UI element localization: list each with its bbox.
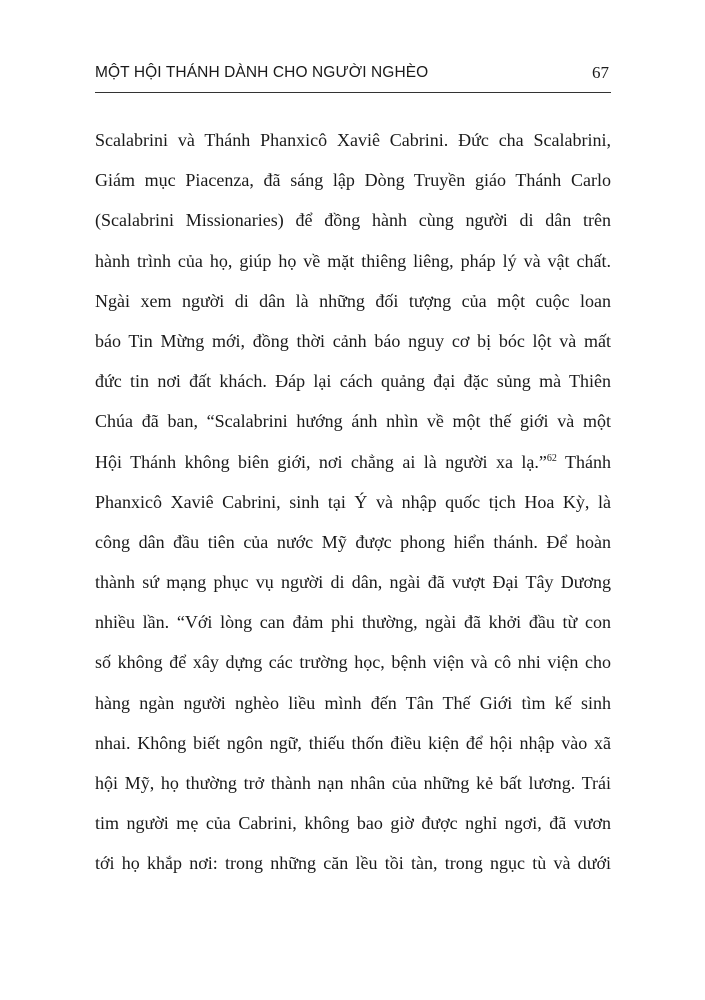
body-text [95, 120, 611, 884]
text-line: nhai. Không biết ngôn ngữ, thiếu thốn điều kiện để hội nhập vào xã [95, 732, 611, 753]
text-segment: Thánh [556, 451, 611, 472]
text-line: Ngài xem người di dân là những đối tượng của một cuộc loan [95, 290, 611, 311]
text-line: (Scalabrini Missionaries) để đồng hành cùng người di dân trên [95, 210, 611, 231]
text-line: Giám mục Piacenza, đã sáng lập Dòng Truyền giáo Thánh Carlo [95, 170, 611, 191]
text-line: hành trình của họ, giúp họ về mặt thiêng liêng, pháp lý và vật chất. [95, 250, 611, 271]
running-title: MỘT HỘI THÁNH DÀNH CHO NGƯỜI NGHÈO [95, 64, 429, 81]
text-line: hàng ngàn người nghèo liều mình đến Tân Thế Giới tìm kế sinh [95, 692, 611, 713]
text-line-with-footnote [95, 442, 611, 482]
text-line: công dân đầu tiên của nước Mỹ được phong hiển thánh. Để hoàn [95, 531, 611, 552]
text-line: báo Tin Mừng mới, đồng thời cảnh báo nguy cơ bị bóc lột và mất [95, 330, 611, 351]
text-line: Scalabrini và Thánh Phanxicô Xaviê Cabrini. Đức cha Scalabrini, [95, 130, 611, 150]
page-number: 67 [592, 63, 609, 82]
text-line: thành sứ mạng phục vụ người di dân, ngài đã vượt Đại Tây Dương [95, 572, 611, 593]
running-header [95, 60, 611, 93]
text-line: Chúa đã ban, “Scalabrini hướng ánh nhìn về một thế giới và một [95, 411, 611, 432]
text-line: nhiều lần. “Với lòng can đảm phi thường, ngài đã khởi đầu từ con [95, 612, 611, 633]
text-line: tim người mẹ của Cabrini, không bao giờ được nghỉ ngơi, đã vươn [95, 813, 611, 834]
text-line: Phanxicô Xaviê Cabrini, sinh tại Ý và nhập quốc tịch Hoa Kỳ, là [95, 491, 611, 512]
text-line: tới họ khắp nơi: trong những căn lều tồi tàn, trong ngục tù và dưới [95, 853, 611, 874]
text-line: số không để xây dựng các trường học, bệnh viện và cô nhi viện cho [95, 652, 611, 673]
text-line: hội Mỹ, họ thường trở thành nạn nhân của những kẻ bất lương. Trái [95, 773, 611, 793]
footnote-reference: 62 [546, 452, 557, 464]
text-segment: Hội Thánh không biên giới, nơi chẳng ai là người xa lạ.” [95, 451, 547, 472]
text-line: đức tin nơi đất khách. Đáp lại cách quảng đại đặc sủng mà Thiên [95, 371, 611, 392]
